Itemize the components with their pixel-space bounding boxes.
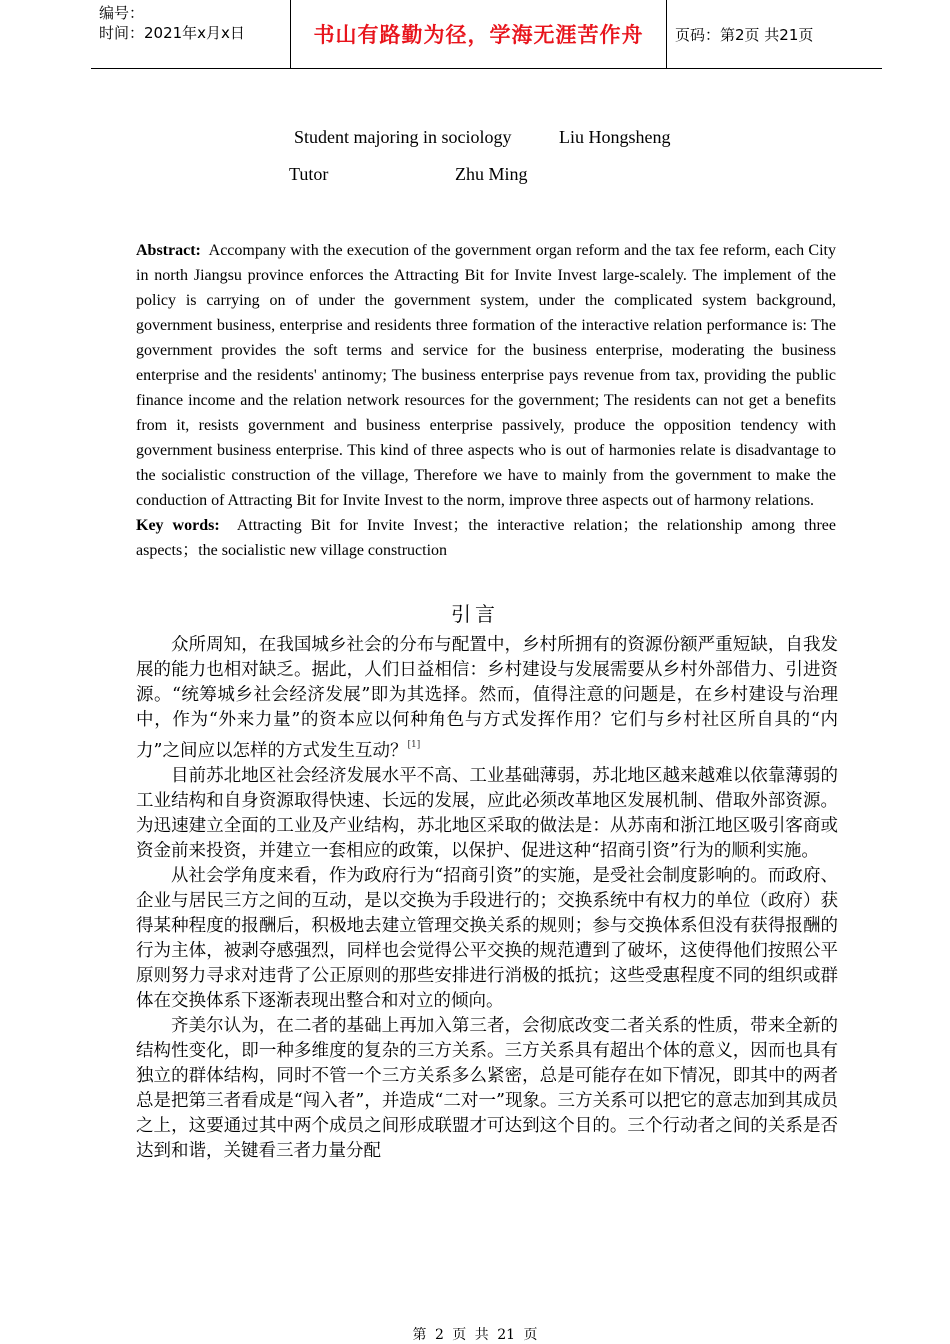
page-footer: 第 2 页 共 21 页 <box>412 1327 538 1343</box>
keywords-label: Key words: <box>136 517 220 534</box>
abstract-paragraph <box>136 238 836 513</box>
serial-label: 编号： <box>99 4 145 22</box>
paragraph-2: 目前苏北地区社会经济发展水平不高、工业基础薄弱，苏北地区越来越难以依靠薄弱的工业结构和自身资源取得快速、长远的发展，应此必须改革地区发展机制、借取外部资源。为迅速建立全面的工业及产业结构，苏北地区采取的做法是：从苏南和浙江地区吸引客商或资金前来投资，并建立一套相应的政策，以保护、促进这种“招商引资”行为的顺利实施。 <box>136 766 838 861</box>
citation-mark: [1] <box>407 740 421 750</box>
keywords-text: Attracting Bit for Invite Invest；the interactive relation；the relationship among three aspects；the socialistic new village construction <box>136 517 836 559</box>
abstract-label: Abstract: <box>136 242 201 259</box>
paragraph-4: 齐美尔认为，在二者的基础上再加入第三者，会彻底改变二者关系的性质，带来全新的结构性变化，即一种多维度的复杂的三方关系。三方关系具有超出个体的意义，因而也具有独立的群体结构，同时不管一个三方关系多么紧密，总是可能存在如下情况，即其中的两者总是把第三者看成是“闯入者”，并造成“二对一”现象。三方关系可以把它的意志加到其成员之上，这要通过其中两个成员之间形成联盟才可达到这个目的。三个行动者之间的关系是否达到和谐，关键看三者力量分配 <box>136 1016 838 1161</box>
section-title: 引言 <box>451 602 499 626</box>
time-label: 时间：2021年x月x日 <box>99 24 245 42</box>
paragraph-1-text: 众所周知，在我国城乡社会的分布与配置中，乡村所拥有的资源份额严重短缺，自我发展的能力也相对缺乏。据此，人们日益相信：乡村建设与发展需要从乡村外部借力、引进资源。“统筹城乡社会经济发展”即为其选择。然而，值得注意的问题是，在乡村建设与治理中，作为“外来力量”的资本应以何种角色与方式发挥作用？它们与乡村社区所自具的“内力”之间应以怎样的方式发生互动？ <box>136 635 838 761</box>
tutor-name: Zhu Ming <box>455 164 528 184</box>
header-meta <box>91 0 291 68</box>
header-motto: 书山有路勤为径，学海无涯苦作舟 <box>291 0 667 68</box>
abstract-block <box>136 238 836 563</box>
student-name: Liu Hongsheng <box>559 127 671 147</box>
abstract-text: Accompany with the execution of the government organ reform and the tax fee reform, each City in north Jiangsu province enforces the Attracting Bit for Invite Invest large-scalely. The implement of the policy is carrying on of under the government system, under the complicated system background, government business, enterprise and residents three formation of the interactive relation performance is: The government provides the soft terms and service for the business enterprise, moderating the business enterprise and the residents' antinomy; The business enterprise pays revenue from tax, providing the public finance income and the relation network resources for the government; The residents can not get a benefits from it, resists government and business enterprise passively, produce the opposition tendency with government business enterprise. This kind of three aspects who is out of harmonies relate is disadvantage to the socialistic construction of the village, Therefore we have to mainly from the government to make the conduction of Attracting Bit for Invite Invest to the norm, improve three aspects out of harmony relations. <box>136 242 836 509</box>
keywords-paragraph <box>136 513 836 563</box>
header-page-label: 页码：第2页 共21页 <box>675 25 814 44</box>
body-text <box>136 633 838 1164</box>
paragraph-1 <box>136 633 838 764</box>
page-header <box>91 0 882 69</box>
student-role: Student majoring in sociology <box>294 127 512 147</box>
tutor-role: Tutor <box>289 164 329 184</box>
paragraph-3: 从社会学角度来看，作为政府行为“招商引资”的实施，是受社会制度影响的。而政府、企业与居民三方之间的互动，是以交换为手段进行的；交换系统中有权力的单位（政府）获得某种程度的报酬后，积极地去建立管理交换关系的规则；参与交换体系但没有获得报酬的行为主体，被剥夺感强烈，同样也会觉得公平交换的规范遭到了破坏，这使得他们按照公平原则努力寻求对违背了公正原则的那些安排进行消极的抵抗；这些受惠程度不同的组织或群体在交换体系下逐渐表现出整合和对立的倾向。 <box>136 866 838 1011</box>
